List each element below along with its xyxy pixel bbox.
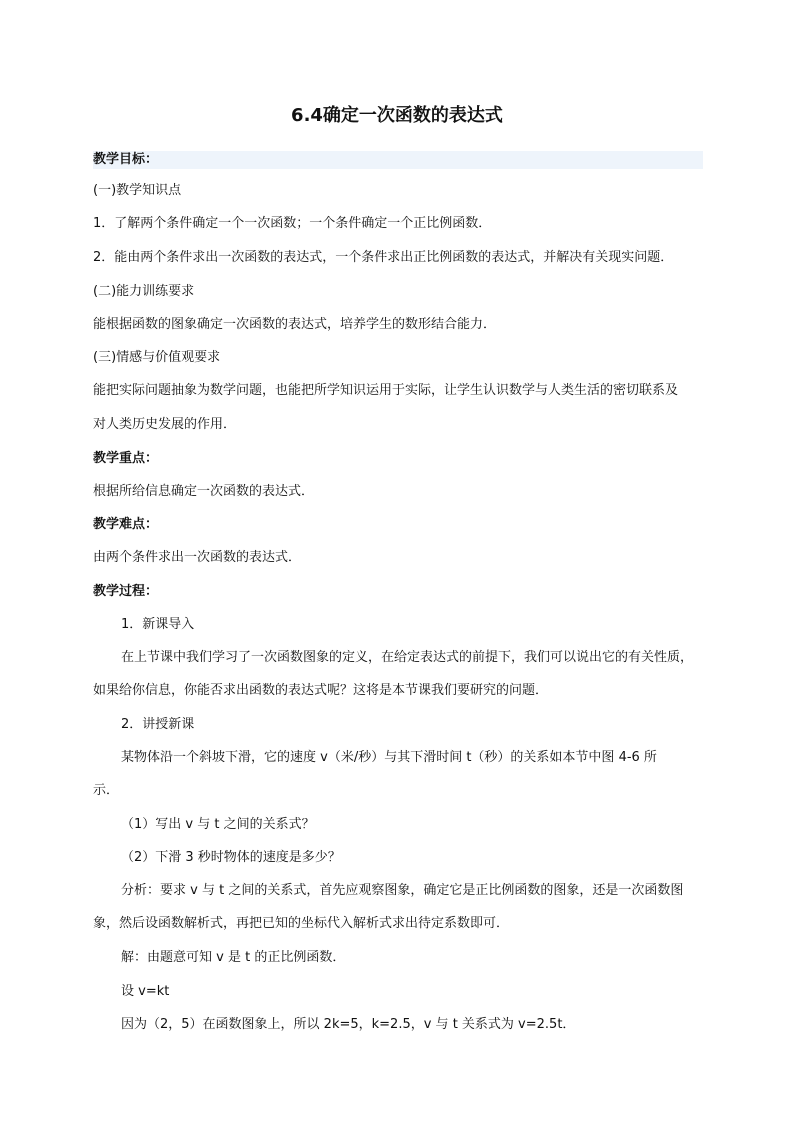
paragraph: 在上节课中我们学习了一次函数图象的定义，在给定表达式的前提下，我们可以说出它的有关性质， <box>121 650 694 665</box>
paragraph: 象，然后设函数解析式，再把已知的坐标代入解析式求出待定系数即可． <box>93 916 510 931</box>
solution-line: 因为（2，5）在函数图象上，所以 2k=5，k=2.5，v 与 t 关系式为 v=2.5t． <box>121 1017 576 1032</box>
heading-teaching-goals: 教学目标： <box>93 151 703 169</box>
paragraph: 根据所给信息确定一次函数的表达式． <box>93 484 315 499</box>
paragraph: 示． <box>93 783 120 798</box>
question-2: （2）下滑 3 秒时物体的速度是多少？ <box>121 850 341 865</box>
heading-process: 教学过程： <box>93 584 159 599</box>
subheading-intro: 1．新课导入 <box>121 617 195 632</box>
subheading-new-lesson: 2．讲授新课 <box>121 717 195 732</box>
paragraph: 分析：要求 v 与 t 之间的关系式，首先应观察图象，确定它是正比例函数的图象，还是一次函数图 <box>121 883 684 898</box>
document-title: 6.4确定一次函数的表达式 <box>291 105 503 126</box>
paragraph: 由两个条件求出一次函数的表达式． <box>93 550 302 565</box>
heading-difficulties: 教学难点： <box>93 517 159 532</box>
paragraph: 某物体沿一个斜坡下滑，它的速度 v（米/秒）与其下滑时间 t（秒）的关系如本节中图 4-6 所 <box>121 750 657 765</box>
paragraph: 能根据函数的图象确定一次函数的表达式，培养学生的数形结合能力． <box>93 317 497 332</box>
paragraph: 能把实际问题抽象为数学问题，也能把所学知识运用于实际，让学生认识数学与人类生活的密切联系及 <box>93 383 679 398</box>
paragraph: 2．能由两个条件求出一次函数的表达式，一个条件求出正比例函数的表达式，并解决有关现实问题． <box>93 250 674 265</box>
paragraph: 1．了解两个条件确定一个一次函数；一个条件确定一个正比例函数． <box>93 216 492 231</box>
subheading-ability: (二)能力训练要求 <box>93 284 195 299</box>
paragraph: 如果给你信息，你能否求出函数的表达式呢？这将是本节课我们要研究的问题． <box>93 683 549 698</box>
question-1: （1）写出 v 与 t 之间的关系式？ <box>121 817 315 832</box>
subheading-emotion: (三)情感与价值观要求 <box>93 350 221 365</box>
subheading-knowledge: (一)教学知识点 <box>93 183 182 198</box>
solution-line: 设 v=kt <box>121 984 170 999</box>
paragraph: 对人类历史发展的作用． <box>93 417 237 432</box>
solution-line: 解：由题意可知 v 是 t 的正比例函数． <box>121 950 346 965</box>
heading-key-points: 教学重点： <box>93 451 159 466</box>
